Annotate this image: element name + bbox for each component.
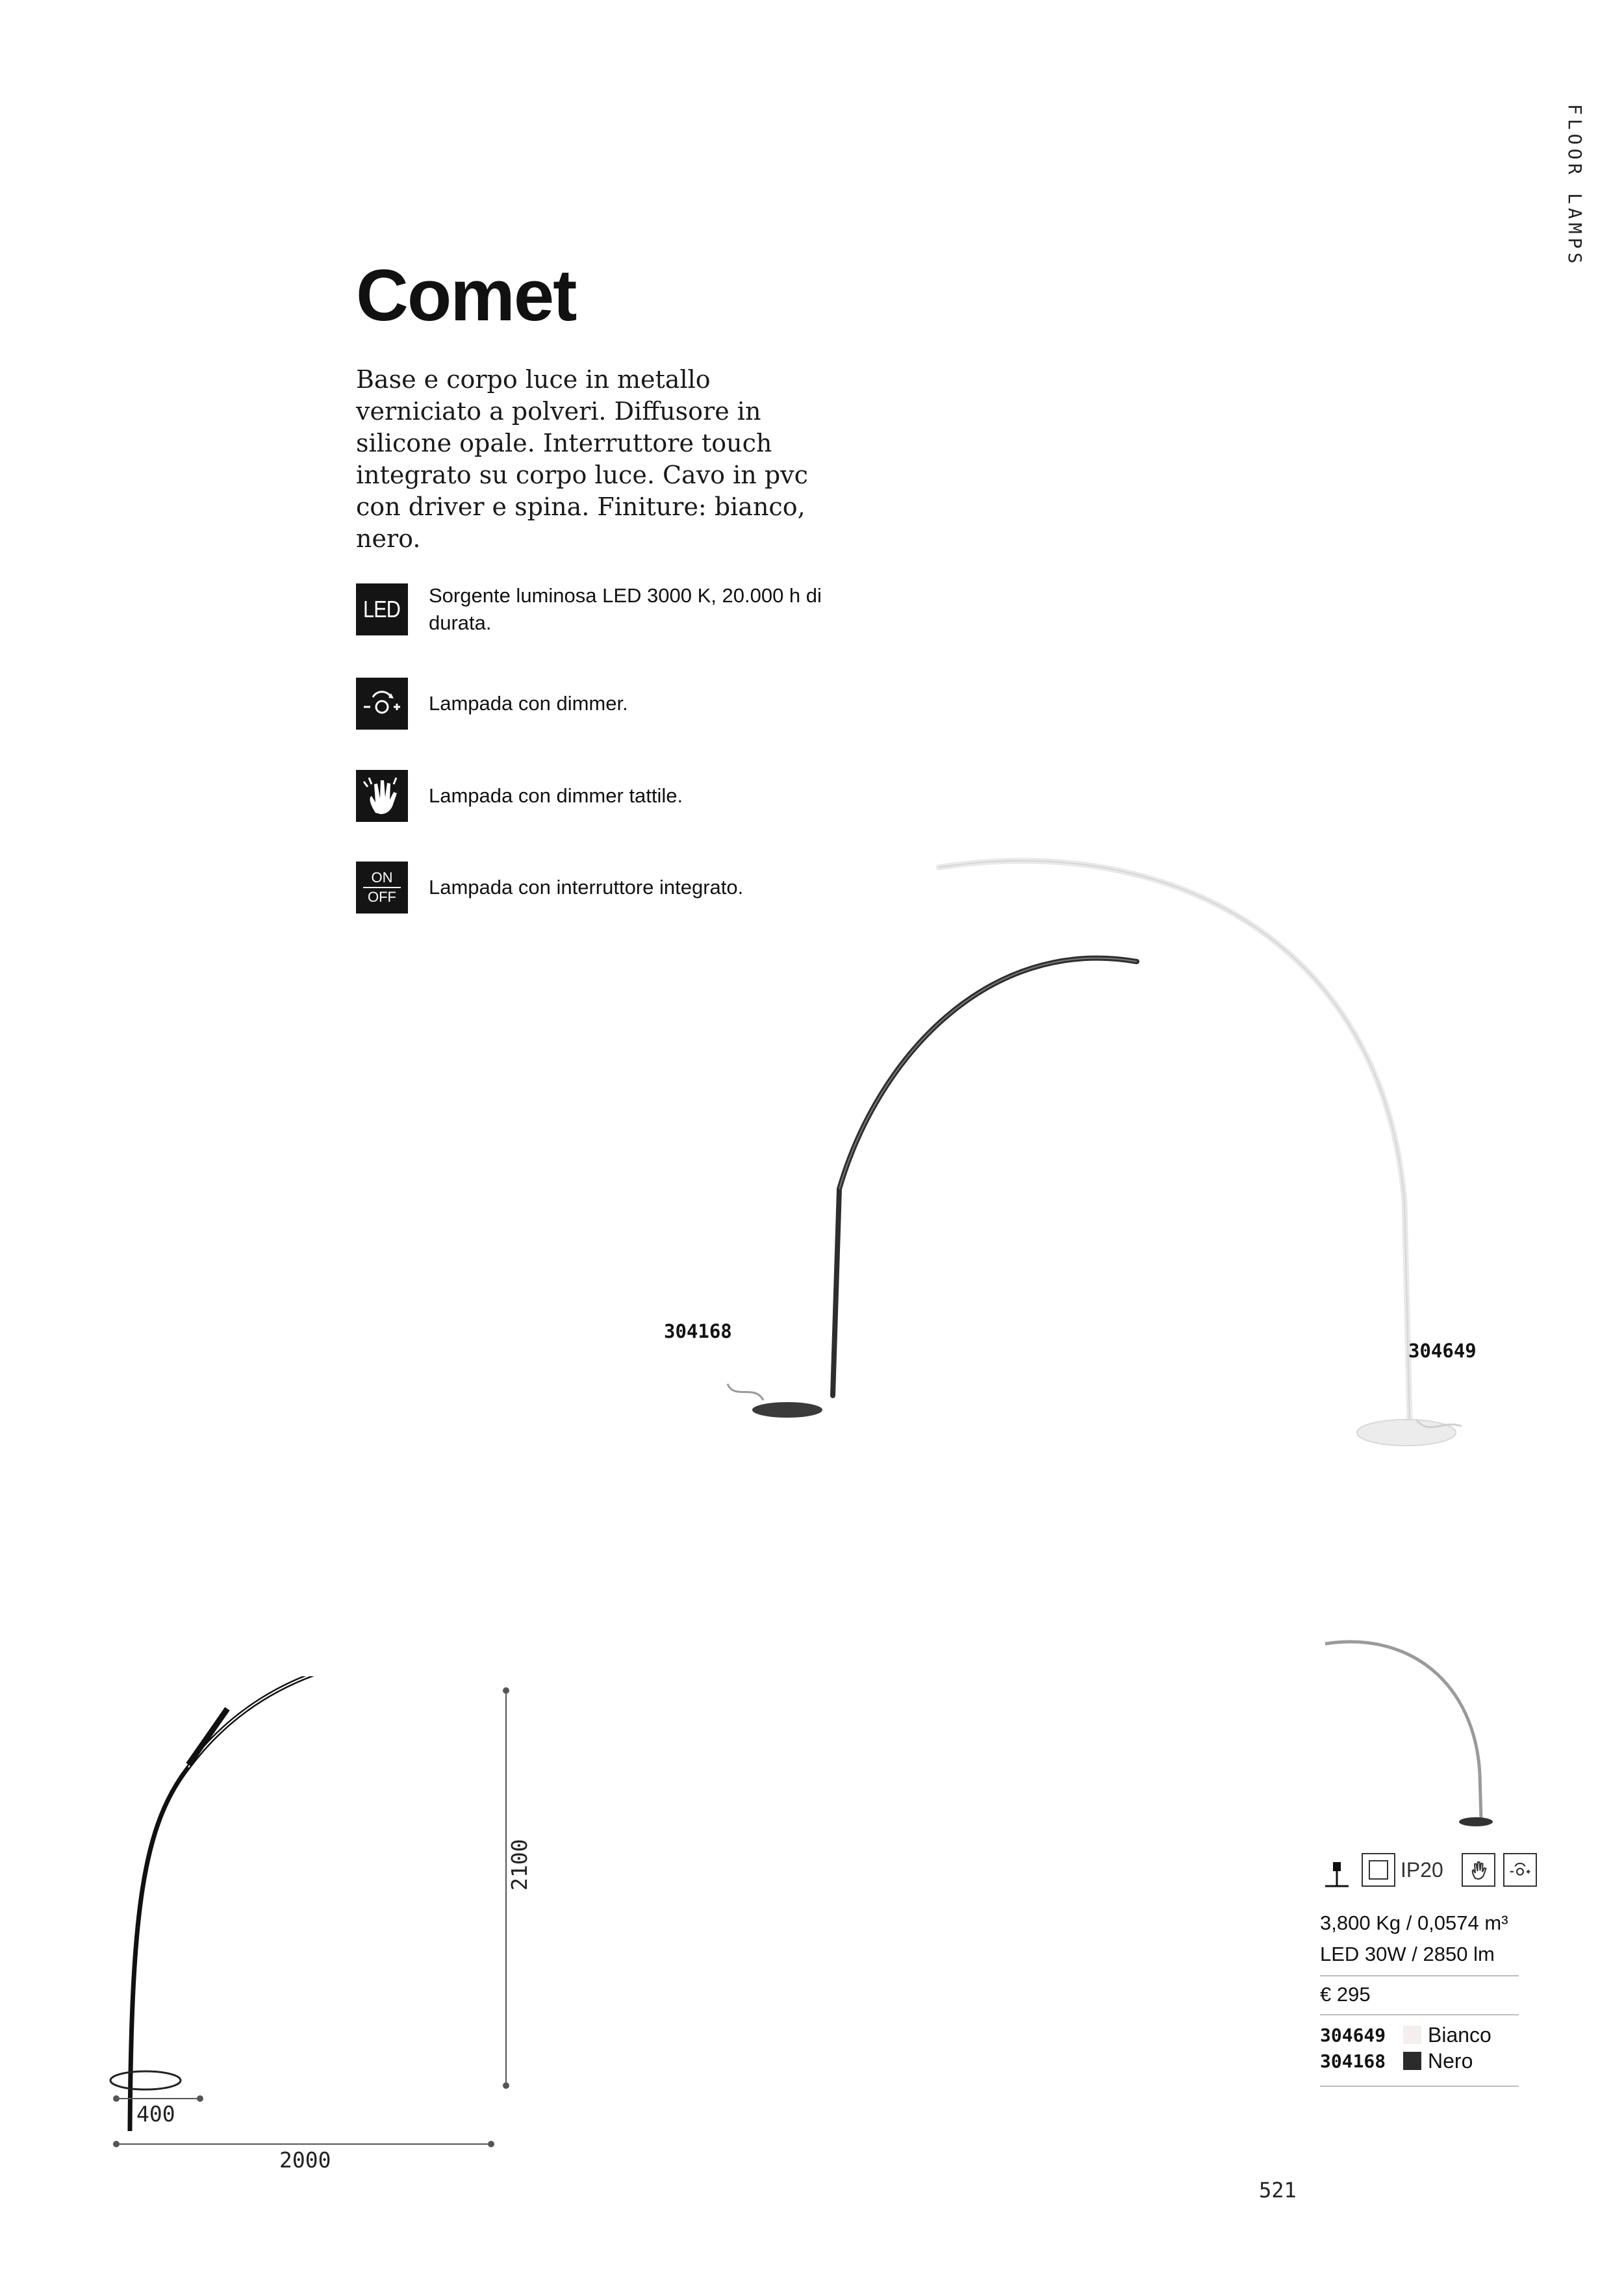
touch-dimmer-icon: [356, 770, 408, 822]
variant-finish-white: Bianco: [1428, 2023, 1491, 2047]
product-photo: [715, 812, 1559, 1494]
feature-led: [356, 583, 850, 637]
section-label: FLOOR LAMPS: [1564, 104, 1586, 268]
page-number: 521: [1259, 2178, 1297, 2203]
divider: [1320, 1975, 1519, 1976]
spec-weight-volume: 3,800 Kg / 0,0574 m³: [1320, 1911, 1508, 1934]
dimension-reach: 2000: [279, 2147, 331, 2173]
feature-touch-dimmer-text: Lampada con dimmer tattile.: [429, 784, 683, 807]
led-icon-text: LED: [363, 596, 401, 622]
feature-on-off-text: Lampada con interruttore integrato.: [429, 876, 744, 899]
touch-dimmer-small-icon: [1462, 1853, 1495, 1887]
spec-power: LED 30W / 2850 lm: [1320, 1943, 1495, 1965]
variant-code-black: 304168: [1320, 2050, 1386, 2072]
variant-finish-black: Nero: [1428, 2049, 1473, 2073]
spec-icons: [1320, 1853, 1541, 1889]
spec-price: € 295: [1320, 1983, 1371, 2006]
on-label: ON: [371, 869, 393, 886]
product-description: Base e corpo luce in metallo verniciato a polveri. Diffusore in silicone opale. Interruttore touch integrato su corpo luce. Cavo in pvc con driver e spina. Finiture: bianco, nero.: [356, 365, 808, 553]
product-title: Comet: [356, 255, 576, 336]
photo-label-black: 304168: [664, 1320, 732, 1342]
floor-lamp-icon: [1320, 1853, 1354, 1889]
dimension-drawing: [104, 1676, 546, 2170]
black-lamp-image: [728, 958, 1137, 1418]
divider: [1320, 2086, 1519, 2087]
class-ii-icon: [1362, 1853, 1395, 1887]
white-lamp-image: [939, 861, 1462, 1446]
product-thumbnail: [1319, 1624, 1514, 1832]
dimension-height: 2100: [507, 1839, 532, 1891]
on-off-switch-icon: [356, 862, 408, 913]
dimension-base: 400: [136, 2101, 175, 2127]
dimmer-small-icon: [1503, 1853, 1537, 1887]
led-icon: [356, 583, 408, 635]
variant-code-white: 304649: [1320, 2025, 1386, 2046]
dimmer-icon: [356, 678, 408, 730]
variant-swatch-black: [1403, 2052, 1421, 2070]
variant-swatch-white: [1403, 2026, 1421, 2044]
divider: [1320, 2014, 1519, 2015]
feature-led-text: Sorgente luminosa LED 3000 K, 20.000 h di durata.: [429, 584, 822, 634]
photo-label-white: 304649: [1408, 1340, 1477, 1362]
feature-dimmer: [356, 678, 850, 731]
feature-dimmer-text: Lampada con dimmer.: [429, 692, 628, 715]
off-label: OFF: [368, 889, 396, 905]
ip-rating: IP20: [1401, 1858, 1443, 1882]
